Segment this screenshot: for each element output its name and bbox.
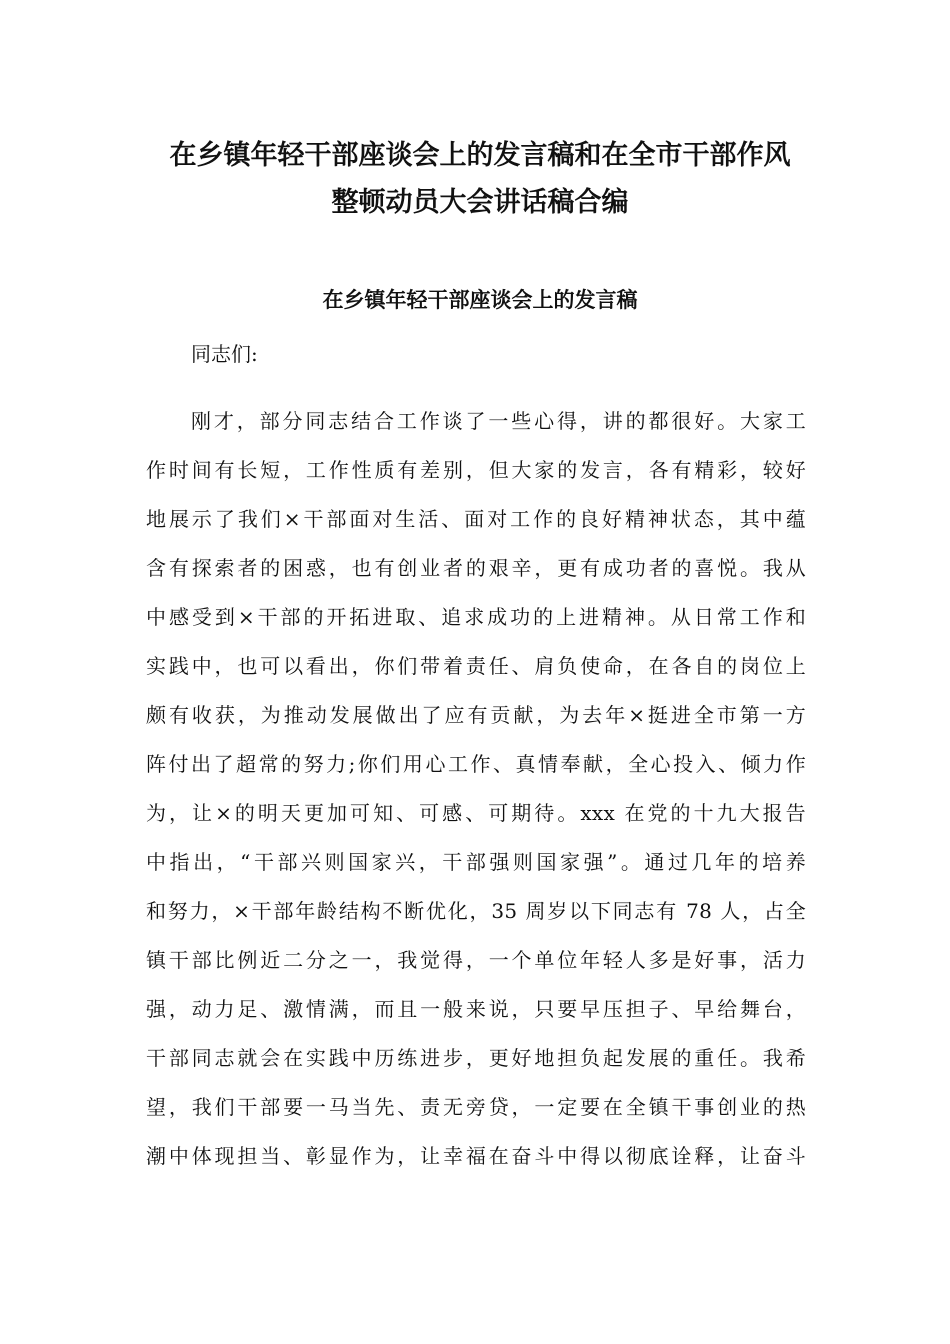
- body-line: 中指出，“干部兴则国家兴，干部强则国家强”。通过几年的培养: [146, 850, 806, 874]
- body-line: 镇干部比例近二分之一，我觉得，一个单位年轻人多是好事，活力: [146, 948, 806, 972]
- document-title-line-1: 在乡镇年轻干部座谈会上的发言稿和在全市干部作风: [169, 140, 791, 171]
- body-line: 为，让×的明天更加可知、可感、可期待。xxx 在党的十九大报告: [146, 801, 806, 825]
- body-line: 实践中，也可以看出，你们带着责任、肩负使命，在各自的岗位上: [146, 654, 806, 678]
- body-line: 和努力，×干部年龄结构不断优化，35 周岁以下同志有 78 人，占全: [146, 899, 806, 923]
- section-title: 在乡镇年轻干部座谈会上的发言稿: [322, 288, 638, 312]
- document-title-line-2: 整顿动员大会讲话稿合编: [331, 187, 629, 218]
- body-line: 地展示了我们×干部面对生活、面对工作的良好精神状态，其中蕴: [146, 507, 806, 531]
- body-line: 刚才，部分同志结合工作谈了一些心得，讲的都很好。大家工: [191, 409, 806, 433]
- body-line: 潮中体现担当、彰显作为，让幸福在奋斗中得以彻底诠释，让奋斗: [146, 1144, 806, 1168]
- body-line: 作时间有长短，工作性质有差别，但大家的发言，各有精彩，较好: [146, 458, 806, 482]
- body-line: 强，动力足、激情满，而且一般来说，只要早压担子、早给舞台，: [146, 997, 806, 1021]
- body-line: 中感受到×干部的开拓进取、追求成功的上进精神。从日常工作和: [146, 605, 806, 629]
- body-line: 干部同志就会在实践中历练进步，更好地担负起发展的重任。我希: [146, 1046, 806, 1070]
- body-line: 颇有收获，为推动发展做出了应有贡献，为去年×挺进全市第一方: [146, 703, 806, 727]
- body-line: 阵付出了超常的努力;你们用心工作、真情奉献，全心投入、倾力作: [146, 752, 806, 776]
- body-line: 望，我们干部要一马当先、责无旁贷，一定要在全镇干事创业的热: [146, 1095, 806, 1119]
- body-line: 含有探索者的困惑，也有创业者的艰辛，更有成功者的喜悦。我从: [146, 556, 806, 580]
- salutation: 同志们:: [191, 342, 258, 366]
